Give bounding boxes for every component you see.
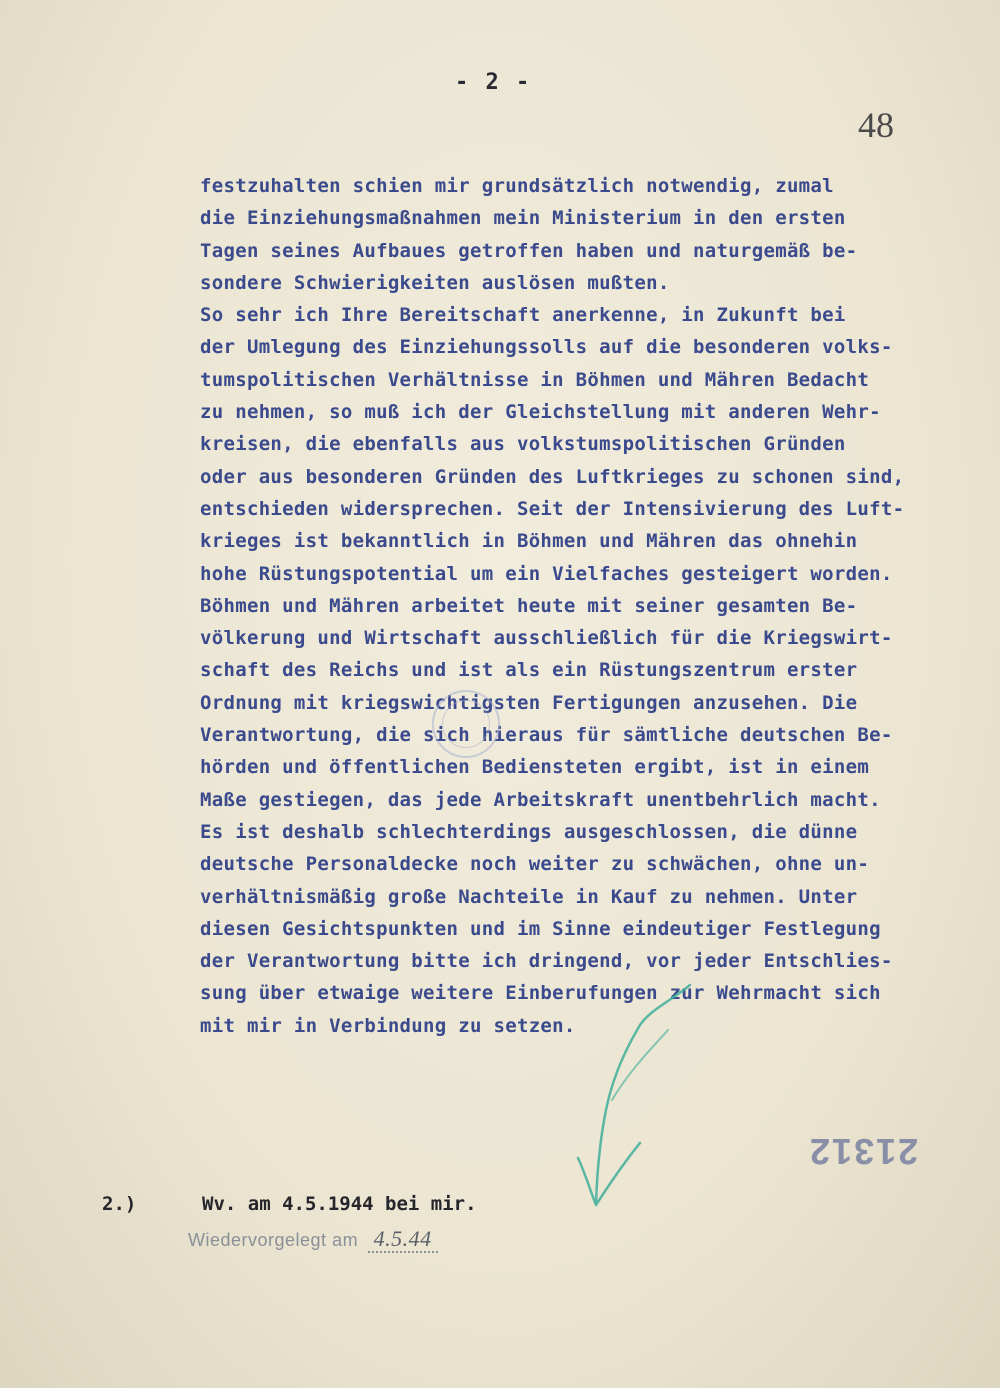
body-line: So sehr ich Ihre Bereitschaft anerkenne, in Zukunft bei [200, 304, 846, 327]
body-line: völkerung und Wirtschaft ausschließlich für die Kriegswirt- [200, 627, 893, 650]
body-line: kreisen, die ebenfalls aus volkstumspolitischen Gründen [200, 433, 846, 456]
body-line: der Umlegung des Einziehungssolls auf die besonderen volks- [200, 336, 893, 359]
body-line: oder aus besonderen Gründen des Luftkrieges zu schonen sind, [200, 465, 905, 488]
body-line: Ordnung mit kriegswichtigsten Fertigungen anzusehen. Die [200, 691, 858, 714]
body-line: sung über etwaige weitere Einberufungen zur Wehrmacht sich [200, 982, 881, 1005]
resubmission-note: Wv. am 4.5.1944 bei mir. [202, 1193, 477, 1215]
body-line: Verantwortung, die sich hieraus für sämtliche deutschen Be- [200, 724, 893, 747]
body-line: schaft des Reichs und ist als ein Rüstungszentrum erster [200, 659, 858, 682]
folio-number: 48 [858, 105, 894, 145]
body-line: hohe Rüstungspotential um ein Vielfaches gesteigert worden. [200, 562, 893, 585]
registry-number-stamp: 21312 [808, 1131, 919, 1172]
body-line: Es ist deshalb schlechterdings ausgeschlossen, die dünne [200, 820, 858, 843]
stamp-label: Wiedervorgelegt am [188, 1230, 359, 1250]
body-line: krieges ist bekanntlich in Böhmen und Mähren das ohnehin [200, 530, 858, 553]
body-line: verhältnismäßig große Nachteile in Kauf zu nehmen. Unter [200, 885, 858, 908]
body-line: deutsche Personaldecke noch weiter zu schwächen, ohne un- [200, 853, 870, 876]
page-number: - 2 - [455, 70, 532, 95]
body-line: sondere Schwierigkeiten auslösen mußten. [200, 271, 670, 294]
resubmission-stamp [188, 1226, 438, 1252]
body-line: Maße gestiegen, das jede Arbeitskraft unentbehrlich macht. [200, 788, 881, 811]
stamp-date: 4.5.44 [368, 1226, 438, 1253]
body-line: diesen Gesichtspunkten und im Sinne eindeutiger Festlegung [200, 917, 881, 940]
body-line: die Einziehungsmaßnahmen mein Ministerium in den ersten [200, 207, 846, 230]
body-line: entschieden widersprechen. Seit der Intensivierung des Luft- [200, 497, 905, 520]
body-line: hörden und öffentlichen Bediensteten ergibt, ist in einem [200, 756, 870, 779]
body-line: der Verantwortung bitte ich dringend, vor jeder Entschlies- [200, 950, 893, 973]
body-line: Tagen seines Aufbaues getroffen haben und naturgemäß be- [200, 239, 858, 262]
item-number: 2.) [102, 1193, 137, 1215]
body-line: Böhmen und Mähren arbeitet heute mit seiner gesamten Be- [200, 594, 858, 617]
body-line: festzuhalten schien mir grundsätzlich notwendig, zumal [200, 175, 834, 197]
body-line: zu nehmen, so muß ich der Gleichstellung mit anderen Wehr- [200, 401, 881, 424]
body-line: tumspolitischen Verhältnisse in Böhmen und Mähren Bedacht [200, 368, 870, 391]
body-line: mit mir in Verbindung zu setzen. [200, 1014, 576, 1037]
